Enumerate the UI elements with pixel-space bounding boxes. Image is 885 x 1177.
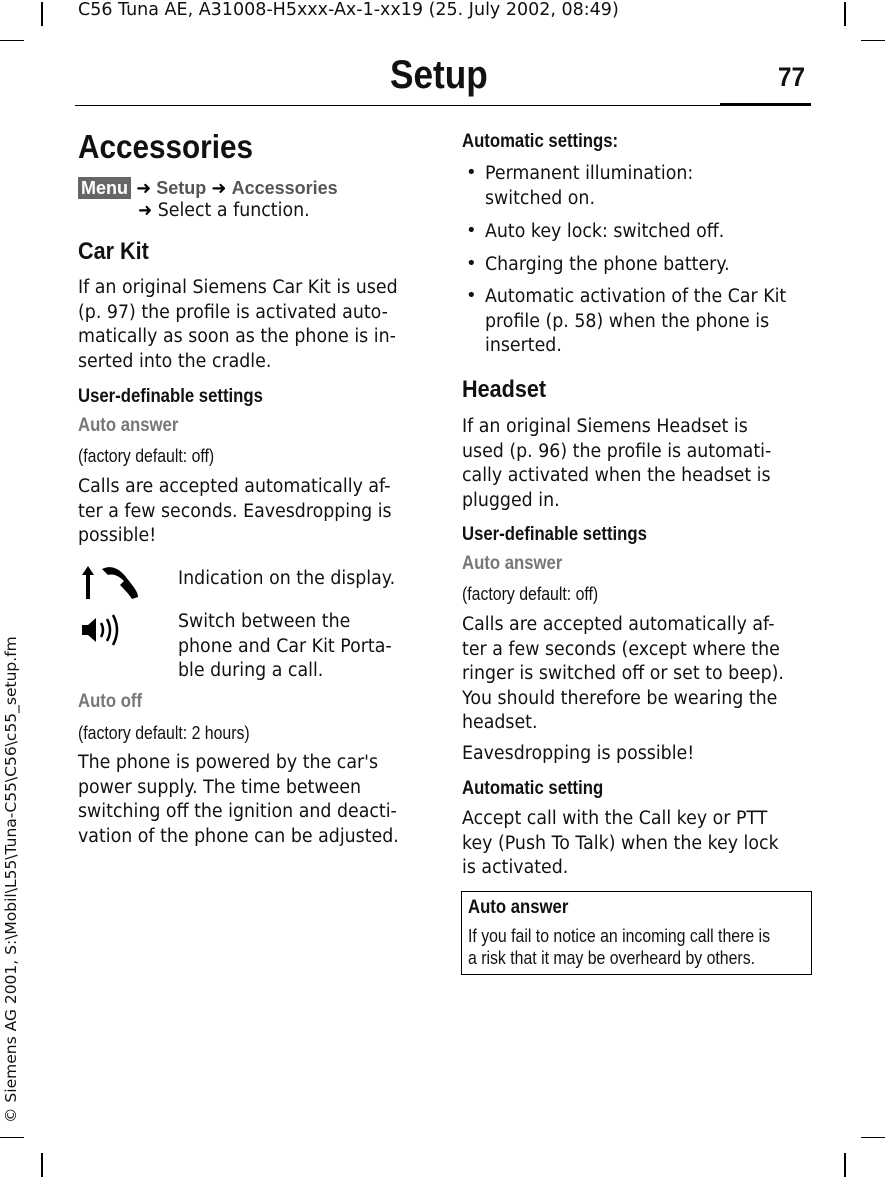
- crop-mark: [41, 2, 43, 26]
- text-line: The phone is powered by the car's: [78, 752, 379, 773]
- text-line: Charging the phone battery.: [485, 254, 730, 275]
- settings-heading: Automatic settings:: [462, 131, 619, 152]
- option-title: Auto answer: [462, 553, 563, 574]
- text-line: power supply. The time between: [78, 776, 362, 798]
- crop-mark: [861, 40, 885, 41]
- arrow-right-icon: ➜: [136, 178, 152, 199]
- text-line: inserted.: [485, 335, 562, 356]
- paragraph: [462, 415, 791, 513]
- arrow-right-icon: ➜: [138, 200, 153, 221]
- text-line: plugged in.: [462, 489, 560, 511]
- crop-mark: [0, 1137, 24, 1138]
- paragraph: [462, 613, 805, 736]
- menu-path: [78, 177, 338, 199]
- factory-default: (factory default: off): [462, 584, 599, 604]
- instruction-text: Select a function.: [157, 200, 310, 221]
- text-line: ringer is switched off or set to beep).: [462, 663, 784, 684]
- bullet-icon: •: [466, 220, 477, 241]
- crop-mark: [844, 2, 846, 26]
- arrow-right-icon: ➜: [211, 178, 227, 199]
- text-line: ble during a call.: [178, 660, 324, 681]
- icon-description: Indication on the display.: [178, 568, 396, 589]
- bullet-icon: •: [466, 162, 477, 183]
- bullet-icon: •: [466, 285, 477, 306]
- icon-description: [178, 610, 405, 684]
- page-title: Setup: [390, 53, 488, 97]
- text-line: cally activated when the headset is: [462, 465, 771, 486]
- subsection-heading: Headset: [462, 376, 547, 403]
- text-line: key (Push To Talk) when the key lock: [462, 832, 779, 854]
- bullet-icon: •: [466, 253, 477, 274]
- paragraph: [78, 276, 418, 374]
- menu-step: Accessories: [231, 178, 338, 198]
- crop-mark: [0, 40, 24, 41]
- text-line: matically as soon as the phone is in-: [78, 326, 396, 347]
- text-line: Switch between the: [178, 611, 351, 632]
- text-line: possible!: [78, 525, 157, 546]
- text-line: switching off the ignition and deacti-: [78, 801, 397, 822]
- text-line: vation of the phone can be adjusted.: [78, 825, 399, 847]
- text-line: Calls are accepted automatically af-: [78, 476, 391, 497]
- speaker-icon: [80, 612, 124, 652]
- settings-heading: User-definable settings: [462, 524, 647, 545]
- paragraph: [78, 751, 419, 849]
- subsection-heading: Car Kit: [78, 238, 149, 265]
- page-number-rule: [720, 103, 811, 106]
- text-line: switched on.: [485, 187, 595, 209]
- note-line: a risk that it may be overheard by others.: [468, 948, 756, 968]
- text-line: ter a few seconds (except where the: [462, 638, 780, 660]
- note-box: [461, 891, 812, 975]
- text-line: serted into the cradle.: [78, 350, 272, 372]
- factory-default: (factory default: 2 hours): [78, 723, 250, 743]
- print-meta: C56 Tuna AE, A31008-H5xxx-Ax-1-xx19 (25. July 2002, 08:49): [78, 0, 619, 20]
- crop-mark: [844, 1153, 846, 1177]
- text-line: If an original Siemens Car Kit is used: [78, 277, 398, 298]
- page-number: 77: [778, 62, 806, 92]
- text-line: headset.: [462, 712, 538, 733]
- text-line: used (p. 96) the profile is automati-: [462, 440, 772, 462]
- text-line: Eavesdropping is possible!: [462, 743, 695, 764]
- text-line: is activated.: [462, 857, 569, 878]
- settings-heading: Automatic setting: [462, 778, 604, 799]
- menu-key: Menu: [78, 177, 131, 199]
- text-line: Auto key lock: switched off.: [485, 221, 725, 242]
- settings-heading: User-definable settings: [78, 386, 263, 407]
- factory-default: (factory default: off): [78, 446, 215, 466]
- text-line: You should therefore be wearing the: [462, 687, 778, 709]
- text-line: phone and Car Kit Porta-: [178, 635, 392, 657]
- call-accept-icon: [80, 563, 142, 605]
- menu-step: Setup: [156, 178, 207, 198]
- option-title: Auto off: [78, 691, 143, 712]
- text-line: profile (p. 58) when the phone is: [485, 310, 770, 332]
- text-line: If an original Siemens Headset is: [462, 416, 748, 437]
- text-line: Permanent illumination:: [485, 163, 694, 184]
- paragraph: [78, 475, 412, 549]
- text-line: Automatic activation of the Car Kit: [485, 286, 787, 307]
- section-heading: Accessories: [78, 128, 254, 165]
- header-rule: [75, 105, 720, 106]
- note-line: If you fail to notice an incoming call there is: [468, 926, 771, 946]
- crop-mark: [41, 1153, 43, 1177]
- crop-mark: [861, 1137, 885, 1138]
- menu-path-instruction: [138, 199, 310, 224]
- copyright-sidebar: © Siemens AG 2001, S:\Mobil\L55\Tuna-C55\C56\c55_setup.fm: [2, 636, 20, 1123]
- option-title: Auto answer: [78, 415, 179, 436]
- paragraph: [462, 807, 799, 881]
- text-line: (p. 97) the profile is activated auto-: [78, 301, 388, 323]
- note-title: Auto answer: [468, 897, 569, 918]
- text-line: Accept call with the Call key or PTT: [462, 808, 768, 829]
- text-line: Calls are accepted automatically af-: [462, 614, 775, 635]
- text-line: ter a few seconds. Eavesdropping is: [78, 500, 392, 522]
